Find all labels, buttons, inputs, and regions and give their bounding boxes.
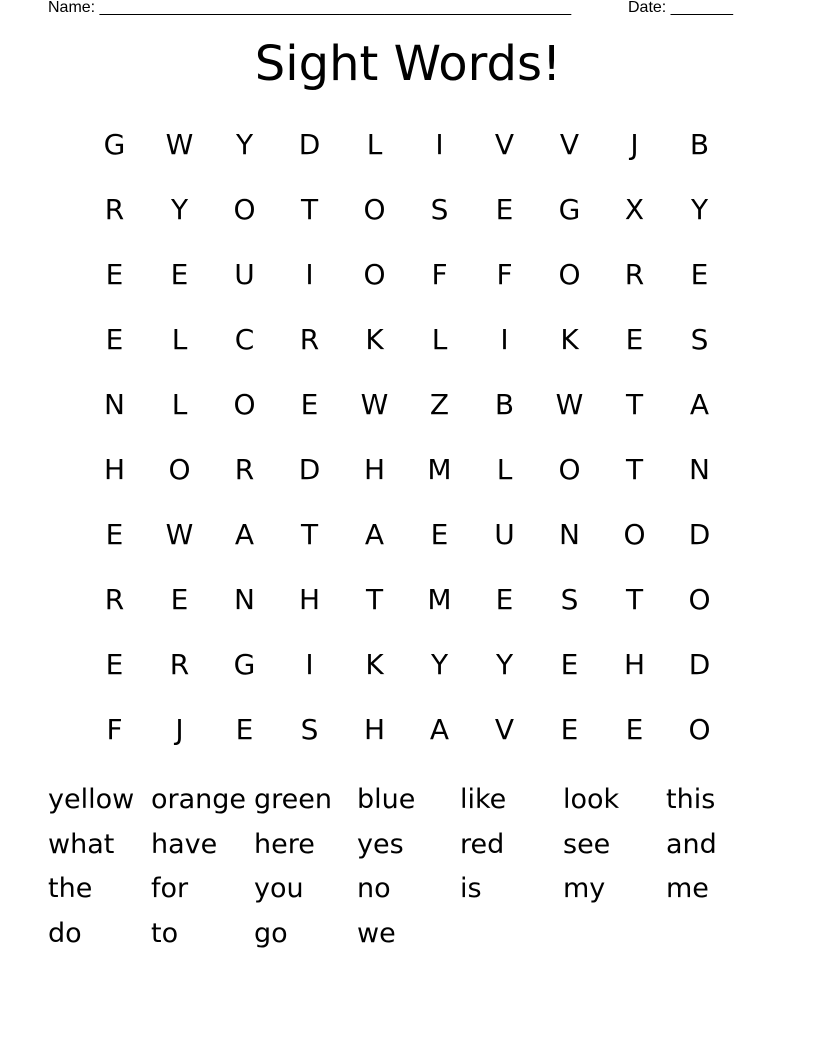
grid-letter[interactable]: G [233,648,256,681]
word-list-item: have [151,828,218,860]
word-list-item: do [48,917,82,949]
grid-letter[interactable]: I [305,258,314,291]
grid-letter[interactable]: E [560,713,579,746]
word-list-item: go [254,917,288,949]
grid-letter[interactable]: J [175,713,184,746]
grid-letter[interactable]: N [104,388,125,421]
grid-letter[interactable]: A [364,518,385,551]
grid-letter[interactable]: R [169,648,190,681]
grid-letter[interactable]: E [105,648,124,681]
grid-letter[interactable]: D [688,518,711,551]
grid-letter[interactable]: G [558,193,581,226]
grid-letter[interactable]: O [688,583,711,616]
grid-letter[interactable]: O [363,193,386,226]
grid-letter[interactable]: R [299,323,320,356]
grid-letter[interactable]: H [103,453,126,486]
grid-letter[interactable]: Z [429,388,450,421]
grid-letter[interactable]: H [363,713,386,746]
grid-letter[interactable]: W [165,128,194,161]
grid-letter[interactable]: L [431,323,448,356]
word-list-item: what [48,828,115,860]
grid-letter[interactable]: Y [430,648,449,681]
grid-letter[interactable]: D [298,453,321,486]
word-list-item: and [666,828,717,860]
grid-letter[interactable]: N [689,453,710,486]
word-list-item: to [151,917,179,949]
grid-letter[interactable]: R [234,453,255,486]
grid-letter[interactable]: E [105,323,124,356]
name-field[interactable]: Name: _____________________________________________________ [48,0,572,16]
grid-letter[interactable]: R [104,583,125,616]
grid-letter[interactable]: W [555,388,584,421]
grid-letter[interactable]: O [168,453,191,486]
grid-letter[interactable]: S [430,193,449,226]
grid-letter[interactable]: O [623,518,646,551]
grid-letter[interactable]: Y [235,128,254,161]
grid-letter[interactable]: T [365,583,384,616]
grid-letter[interactable]: A [234,518,255,551]
grid-letter[interactable]: O [363,258,386,291]
word-list-item: look [563,784,620,815]
word-list-item: the [48,873,93,904]
grid-letter[interactable]: B [689,128,710,161]
date-field[interactable]: Date: _______ [628,0,733,16]
grid-letter[interactable]: E [495,583,514,616]
word-list-item: we [357,917,396,949]
grid-letter[interactable]: E [235,713,254,746]
grid-letter[interactable]: I [435,128,444,161]
grid-letter[interactable]: O [558,258,581,291]
grid-letter[interactable]: X [624,193,645,226]
grid-letter[interactable]: E [690,258,709,291]
grid-letter[interactable]: D [688,648,711,681]
grid-letter[interactable]: Y [690,193,709,226]
grid-letter[interactable]: I [500,323,509,356]
grid-letter[interactable]: C [234,323,255,356]
word-list-item: blue [357,784,416,815]
grid-letter[interactable]: U [494,518,515,551]
grid-letter[interactable]: A [429,713,450,746]
grid-letter[interactable]: I [305,648,314,681]
grid-letter[interactable]: L [171,323,188,356]
grid-letter[interactable]: E [625,713,644,746]
word-list-item: for [151,873,189,904]
word-list-item: is [460,873,482,904]
word-list-item: you [254,873,304,904]
grid-letter[interactable]: M [427,453,452,486]
letter-grid [82,112,732,762]
grid-letter[interactable]: U [234,258,255,291]
grid-letter[interactable]: E [170,258,189,291]
grid-letter[interactable]: E [300,388,319,421]
grid-letter[interactable]: T [625,453,644,486]
grid-letter[interactable]: O [688,713,711,746]
grid-letter[interactable]: E [560,648,579,681]
grid-letter[interactable]: H [623,648,646,681]
grid-letter[interactable]: V [494,713,515,746]
grid-letter[interactable]: L [496,453,513,486]
word-list-item: like [460,784,507,815]
grid-letter[interactable]: W [165,518,194,551]
grid-letter[interactable]: S [690,323,709,356]
word-list-item: green [254,784,332,815]
grid-letter[interactable]: N [234,583,255,616]
grid-letter[interactable]: V [559,128,580,161]
grid-letter[interactable]: M [427,583,452,616]
word-list-item: orange [151,784,247,815]
grid-letter[interactable]: N [559,518,580,551]
grid-letter[interactable]: S [560,583,579,616]
grid-letter[interactable]: E [105,258,124,291]
grid-letter[interactable]: J [630,128,639,161]
grid-letter[interactable]: A [689,388,710,421]
grid-letter[interactable]: E [170,583,189,616]
word-list-item: red [460,828,505,860]
grid-letter[interactable]: E [495,193,514,226]
grid-letter[interactable]: Y [170,193,189,226]
grid-letter[interactable]: B [494,388,515,421]
grid-letter[interactable]: T [300,518,319,551]
grid-letter[interactable]: E [430,518,449,551]
grid-letter[interactable]: D [298,128,321,161]
word-list-item: no [357,873,391,904]
word-list-item: see [563,828,611,860]
word-list-item: this [666,784,716,815]
grid-letter[interactable]: O [558,453,581,486]
grid-letter[interactable]: R [624,258,645,291]
grid-letter[interactable]: T [300,193,319,226]
word-list-item: here [254,828,315,860]
grid-letter[interactable]: F [106,713,123,746]
grid-letter[interactable]: E [105,518,124,551]
grid-letter[interactable]: E [625,323,644,356]
grid-letter[interactable]: L [171,388,188,421]
grid-letter[interactable]: G [103,128,126,161]
grid-letter[interactable]: T [625,388,644,421]
word-list [48,778,769,956]
grid-letter[interactable]: O [233,193,256,226]
grid-letter[interactable]: S [300,713,319,746]
page-title: Sight Words! [254,36,562,92]
grid-letter[interactable]: H [363,453,386,486]
grid-letter[interactable]: R [104,193,125,226]
grid-letter[interactable]: Y [495,648,514,681]
grid-letter[interactable]: V [494,128,515,161]
grid-letter[interactable]: W [360,388,389,421]
grid-letter[interactable]: K [365,648,384,681]
grid-letter[interactable]: K [365,323,384,356]
grid-letter[interactable]: O [233,388,256,421]
grid-letter[interactable]: L [366,128,383,161]
grid-letter[interactable]: F [431,258,448,291]
grid-letter[interactable]: K [560,323,579,356]
grid-letter[interactable]: F [496,258,513,291]
word-list-item: me [666,873,709,904]
word-list-item: yellow [48,784,135,815]
grid-letter[interactable]: T [625,583,644,616]
grid-letter[interactable]: H [298,583,321,616]
name-date-line [48,0,748,18]
word-list-item: yes [357,828,404,860]
word-list-item: my [563,873,606,904]
